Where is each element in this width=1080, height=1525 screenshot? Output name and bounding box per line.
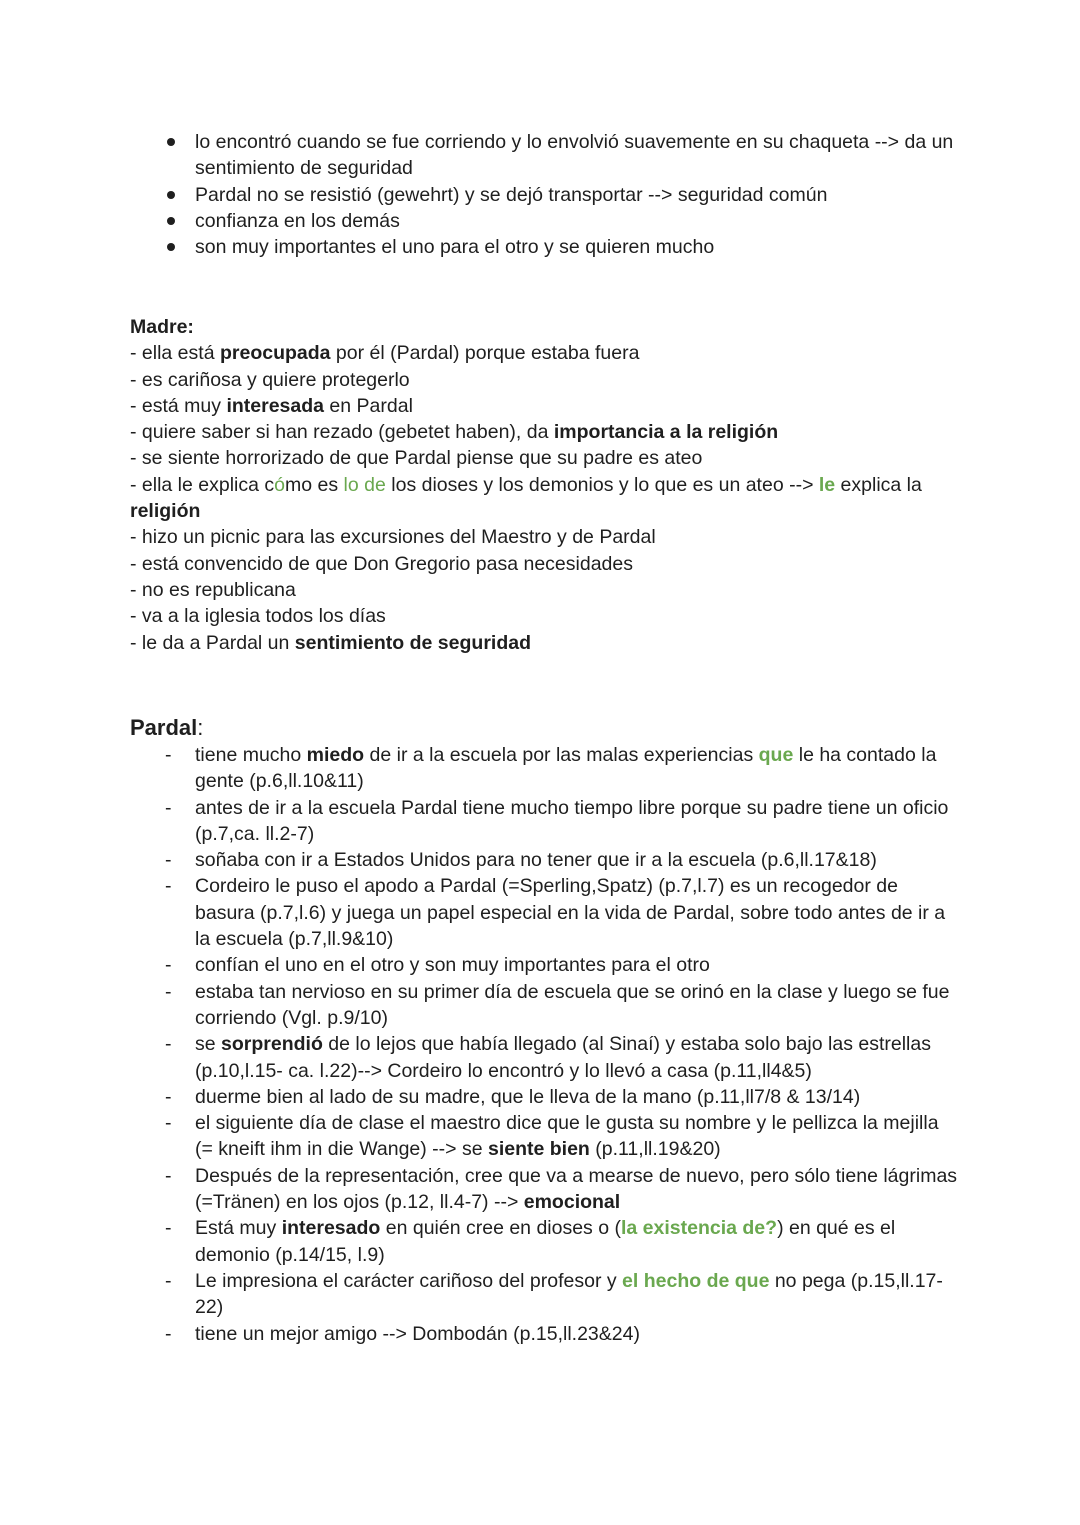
pardal-item: - confían el uno en el otro y son muy importantes para el otro [130,952,960,978]
pardal-item: - tiene un mejor amigo --> Dombodán (p.15,ll.23&24) [130,1321,960,1347]
madre-item: - es cariñosa y quiere protegerlo [130,368,410,391]
bullet-item: lo encontró cuando se fue corriendo y lo envolvió suavemente en su chaqueta --> da un sentimiento de seguridad [130,129,960,182]
pardal-list [130,742,960,1347]
pardal-item: - Cordeiro le puso el apodo a Pardal (=Sperling,Spatz) (p.7,l.7) es un recogedor de basura (p.7,l.6) y juega un papel especial en la vida de Pardal, sobre todo antes de ir a la escuela (p.7,ll.9&10) [130,873,960,952]
bullet-item: confianza en los demás [130,208,960,234]
madre-item: - está muy interesada en Pardal [130,394,413,417]
madre-item: - hizo un picnic para las excursiones del Maestro y de Pardal [130,526,656,549]
pardal-item: - tiene mucho miedo de ir a la escuela por las malas experiencias que le ha contado la gente (p.6,ll.10&11) [130,742,960,795]
madre-item: - se siente horrorizado de que Pardal piense que su padre es ateo [130,447,703,470]
madre-section [130,314,960,656]
pardal-item: - Le impresiona el carácter cariñoso del profesor y el hecho de que no pega (p.15,ll.17-22) [130,1268,960,1321]
pardal-heading: Pardal: [130,715,204,740]
madre-item: - le da a Pardal un sentimiento de seguridad [130,631,531,654]
madre-item: - va a la iglesia todos los días [130,605,386,628]
madre-item: - quiere saber si han rezado (gebetet haben), da importancia a la religión [130,421,779,444]
pardal-section [130,714,960,1347]
madre-heading: Madre: [130,316,194,338]
bullet-item: son muy importantes el uno para el otro y se quieren mucho [130,234,960,260]
madre-item: - está convencido de que Don Gregorio pasa necesidades [130,552,633,575]
pardal-item: - estaba tan nervioso en su primer día de escuela que se orinó en la clase y luego se fue corriendo (Vgl. p.9/10) [130,979,960,1032]
bullet-item: Pardal no se resistió (gewehrt) y se dejó transportar --> seguridad común [130,182,960,208]
pardal-item: - duerme bien al lado de su madre, que le lleva de la mano (p.11,ll7/8 & 13/14) [130,1084,960,1110]
pardal-item: - Está muy interesado en quién cree en dioses o (la existencia de?) en qué es el demonio (p.14/15, l.9) [130,1215,960,1268]
pardal-item: - Después de la representación, cree que va a mearse de nuevo, pero sólo tiene lágrimas (=Tränen) en los ojos (p.12, ll.4-7) --> emocional [130,1163,960,1216]
madre-list [130,340,960,656]
madre-item: - ella le explica cómo es lo de los dioses y los demonios y lo que es un ateo --> le explica la religión [130,473,922,523]
pardal-item: - se sorprendió de lo lejos que había llegado (al Sinaí) y estaba solo bajo las estrellas (p.10,l.15- ca. l.22)--> Cordeiro lo encontró y lo llevó a casa (p.11,ll4&5) [130,1031,960,1084]
pardal-item: - soñaba con ir a Estados Unidos para no tener que ir a la escuela (p.6,ll.17&18) [130,847,960,873]
pardal-item: - el siguiente día de clase el maestro dice que le gusta su nombre y le pellizca la mejilla (= kneift ihm in die Wange) --> se siente bien (p.11,ll.19&20) [130,1110,960,1163]
madre-item: - ella está preocupada por él (Pardal) porque estaba fuera [130,342,640,365]
madre-item: - no es republicana [130,578,296,601]
relationship-bullet-list [130,129,960,260]
pardal-item: - antes de ir a la escuela Pardal tiene mucho tiempo libre porque su padre tiene un oficio (p.7,ca. ll.2-7) [130,795,960,848]
